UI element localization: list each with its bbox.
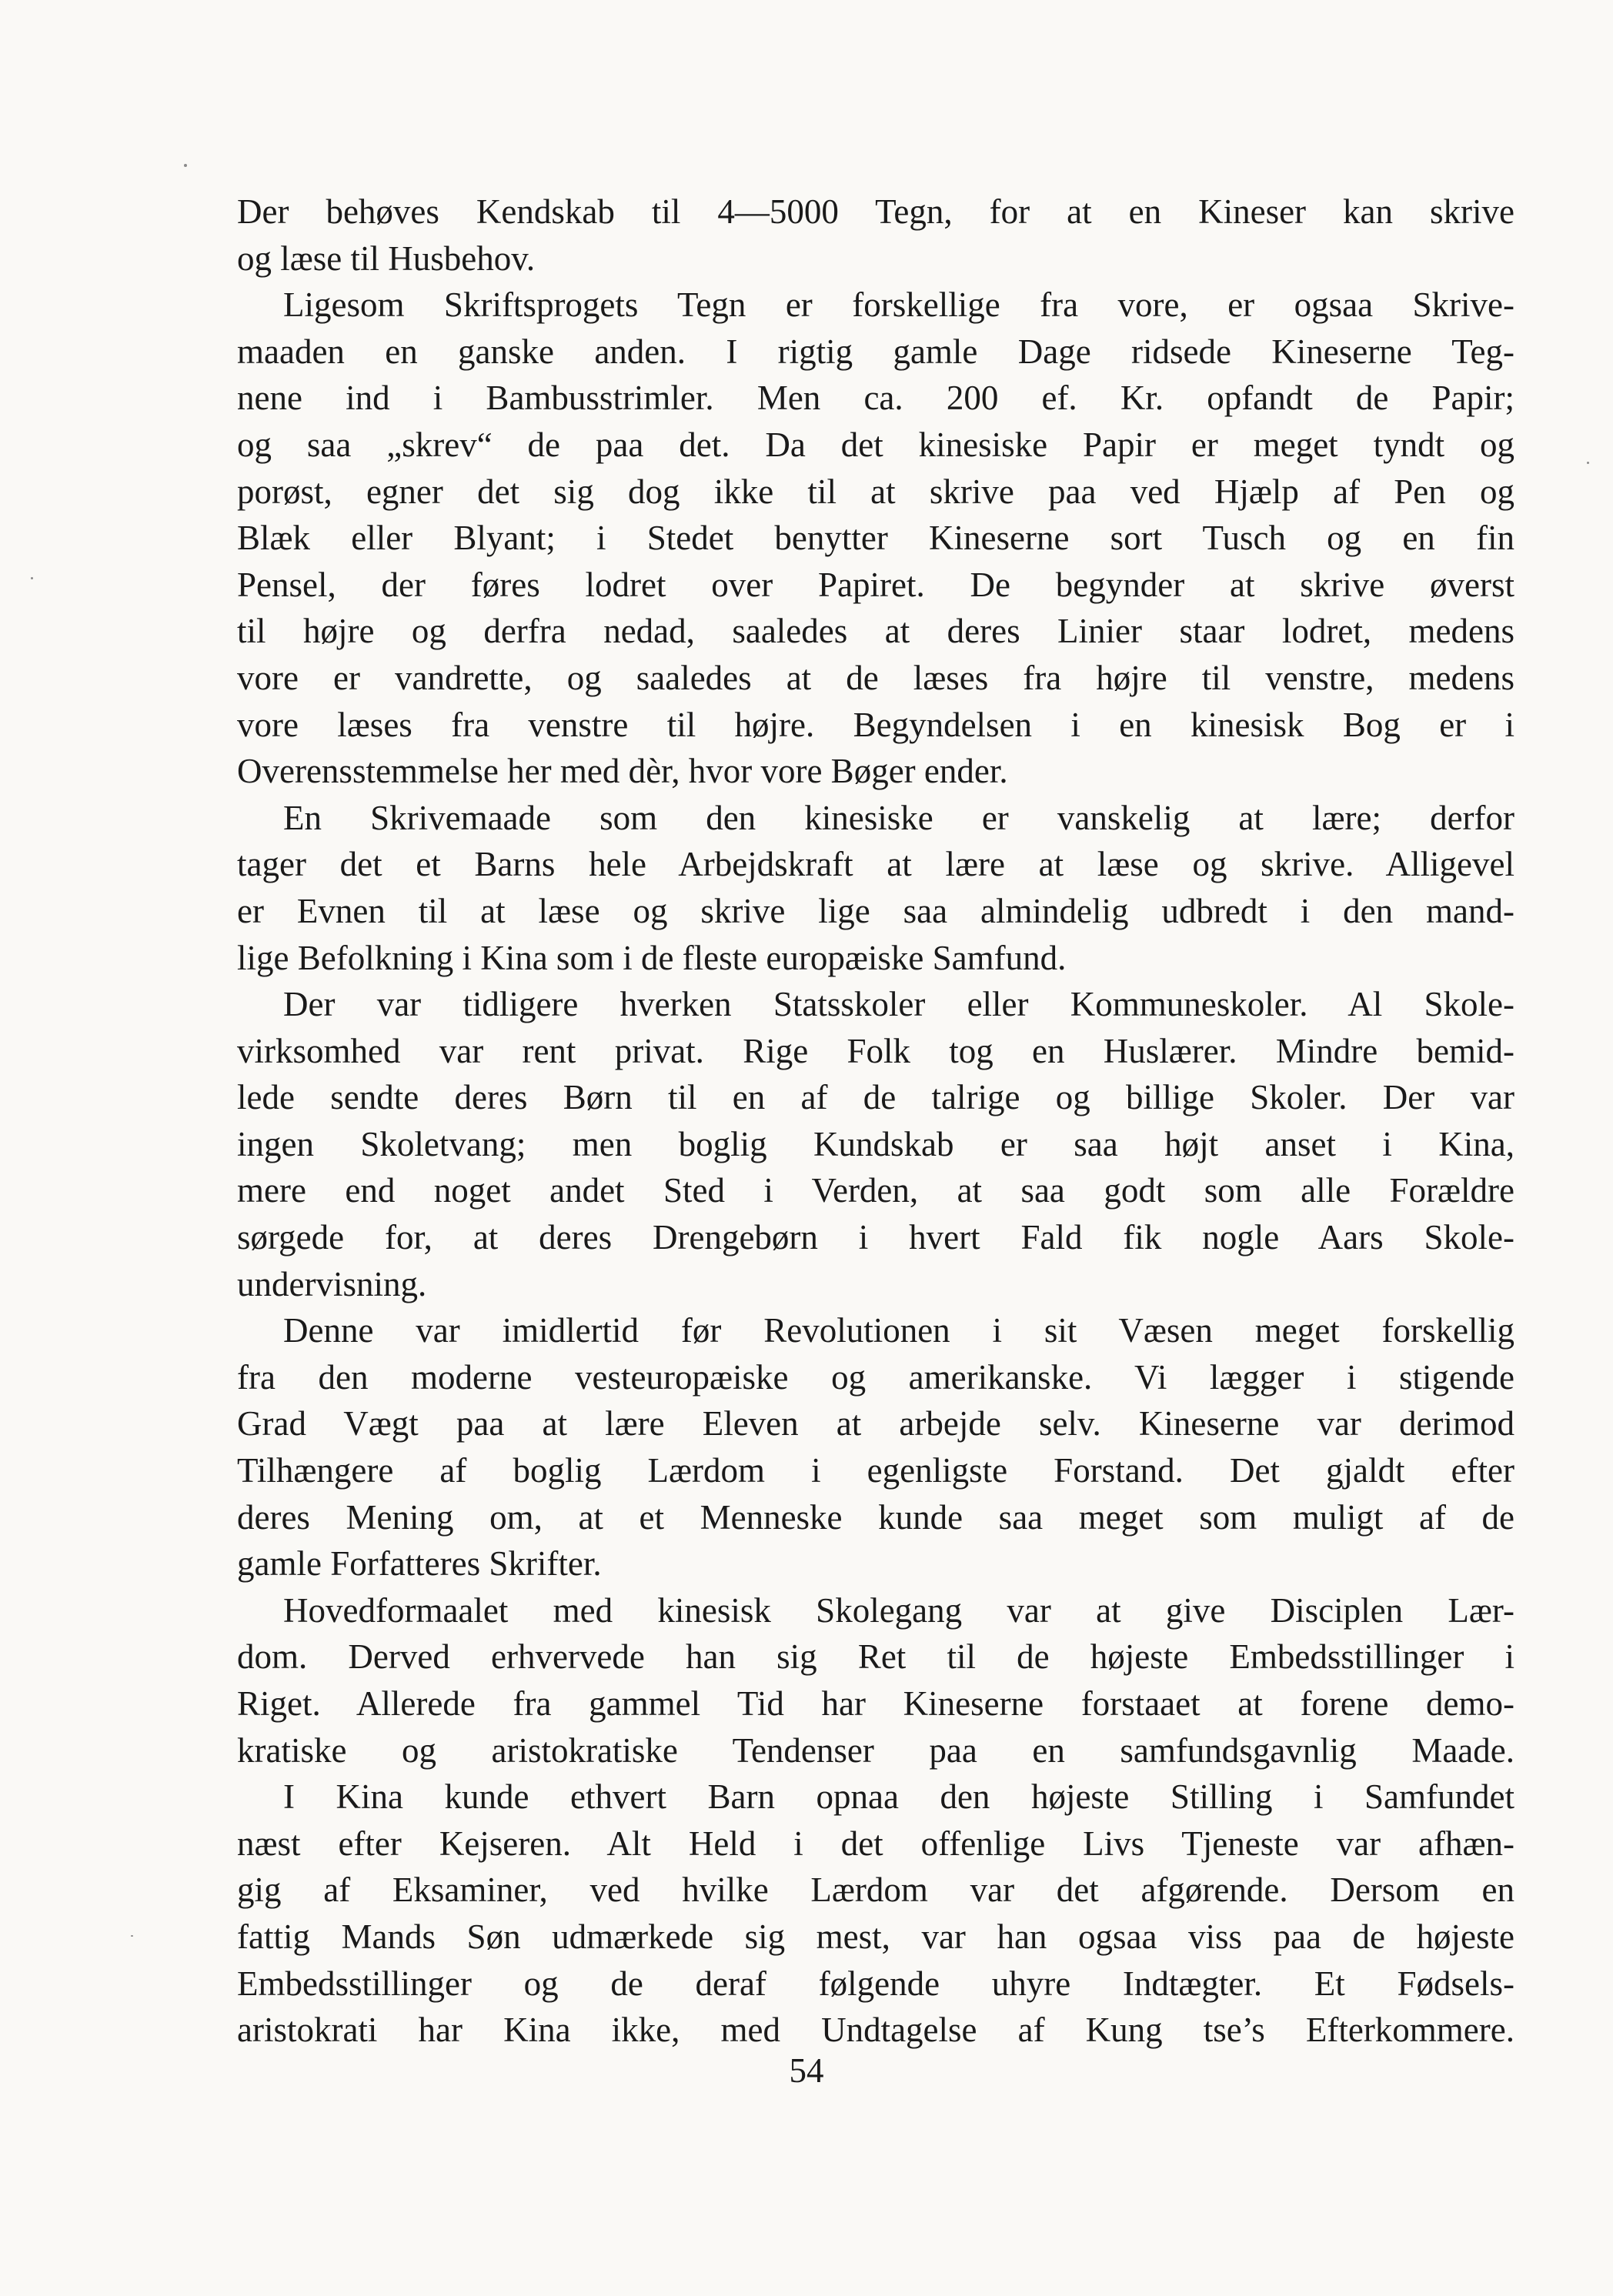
text-line: gig af Eksaminer, ved hvilke Lærdom var det afgørende. Dersom en	[237, 1871, 1514, 1910]
text-line: undervisning.	[237, 1264, 427, 1303]
text-line: maaden en ganske anden. I rigtig gamle Dage ridsede Kineserne Teg-	[237, 332, 1514, 371]
text-line: Pensel, der føres lodret over Papiret. De begynder at skrive øverst	[237, 565, 1514, 604]
paper-speck	[1587, 462, 1589, 464]
text-line: fattig Mands Søn udmærkede sig mest, var han ogsaa viss paa de højeste	[237, 1917, 1514, 1956]
text-line: sørgede for, at deres Drengebørn i hvert Fald fik nogle Aars Skole-	[237, 1218, 1514, 1257]
text-line: mere end noget andet Sted i Verden, at saa godt som alle Forældre	[237, 1171, 1514, 1210]
text-line: Riget. Allerede fra gammel Tid har Kineserne forstaaet at forene demo-	[237, 1684, 1514, 1723]
text-line: tager det et Barns hele Arbejdskraft at lære at læse og skrive. Alligevel	[237, 845, 1514, 884]
text-line: vore læses fra venstre til højre. Begyndelsen i en kinesisk Bog er i	[237, 705, 1514, 744]
page-number: 54	[789, 2051, 824, 2090]
text-line: virksomhed var rent privat. Rige Folk tog en Huslærer. Mindre bemid-	[237, 1031, 1514, 1070]
paper-speck	[131, 1935, 133, 1937]
paragraph-first-line: I Kina kunde ethvert Barn opnaa den højeste Stilling i Samfundet	[283, 1777, 1514, 1817]
paragraph-first-line: Ligesom Skriftsprogets Tegn er forskellige fra vore, er ogsaa Skrive-	[283, 285, 1514, 325]
text-line: og læse til Husbehov.	[237, 239, 536, 278]
text-line: fra den moderne vesteuropæiske og amerikanske. Vi lægger i stigende	[237, 1357, 1514, 1397]
text-line: gamle Forfatteres Skrifter.	[237, 1544, 602, 1584]
text-line: porøst, egner det sig dog ikke til at skrive paa ved Hjælp af Pen og	[237, 472, 1514, 511]
text-line: til højre og derfra nedad, saaledes at deres Linier staar lodret, medens	[237, 612, 1514, 651]
paragraph-first-line: Denne var imidlertid før Revolutionen i sit Væsen meget forskellig	[283, 1311, 1514, 1350]
paper-speck	[184, 164, 187, 167]
text-line: Blæk eller Blyant; i Stedet benytter Kineserne sort Tusch og en fin	[237, 519, 1514, 558]
text-line: Grad Vægt paa at lære Eleven at arbejde selv. Kineserne var derimod	[237, 1404, 1514, 1443]
text-line: vore er vandrette, og saaledes at de læses fra højre til venstre, medens	[237, 658, 1514, 697]
text-line: Overensstemmelse her med dèr, hvor vore Bøger ender.	[237, 752, 1008, 791]
text-line: og saa „skrev“ de paa det. Da det kinesiske Papir er meget tyndt og	[237, 425, 1514, 464]
text-line: lede sendte deres Børn til en af de talrige og billige Skoler. Der var	[237, 1078, 1514, 1117]
text-line: aristokrati har Kina ikke, med Undtagelse af Kung tse’s Efterkommere.	[237, 2011, 1514, 2050]
paragraph-first-line: En Skrivemaade som den kinesiske er vanskelig at lære; derfor	[283, 798, 1514, 837]
text-line: lige Befolkning i Kina som i de fleste europæiske Samfund.	[237, 938, 1067, 977]
paragraph-first-line: Der var tidligere hverken Statsskoler eller Kommuneskoler. Al Skole-	[283, 985, 1514, 1024]
text-line: deres Mening om, at et Menneske kunde saa meget som muligt af de	[237, 1497, 1514, 1537]
text-line: kratiske og aristokratiske Tendenser paa en samfundsgavnlig Maade.	[237, 1730, 1514, 1770]
body-text	[237, 189, 1514, 2054]
text-line: ingen Skoletvang; men boglig Kundskab er saa højt anset i Kina,	[237, 1124, 1514, 1163]
text-line: dom. Derved erhvervede han sig Ret til de højeste Embedsstillinger i	[237, 1637, 1514, 1677]
text-line: Der behøves Kendskab til 4—5000 Tegn, for at en Kineser kan skrive	[237, 192, 1514, 231]
paragraph-first-line: Hovedformaalet med kinesisk Skolegang var at give Disciplen Lær-	[283, 1590, 1514, 1630]
text-line: nene ind i Bambusstrimler. Men ca. 200 ef. Kr. opfandt de Papir;	[237, 379, 1514, 418]
text-line: er Evnen til at læse og skrive lige saa almindelig udbredt i den mand-	[237, 891, 1514, 930]
text-line: næst efter Kejseren. Alt Held i det offenlige Livs Tjeneste var afhæn-	[237, 1824, 1514, 1863]
paper-speck	[31, 577, 33, 579]
text-line: Embedsstillinger og de deraf følgende uhyre Indtægter. Et Fødsels-	[237, 1964, 1514, 2003]
text-line: Tilhængere af boglig Lærdom i egenligste Forstand. Det gjaldt efter	[237, 1451, 1514, 1490]
